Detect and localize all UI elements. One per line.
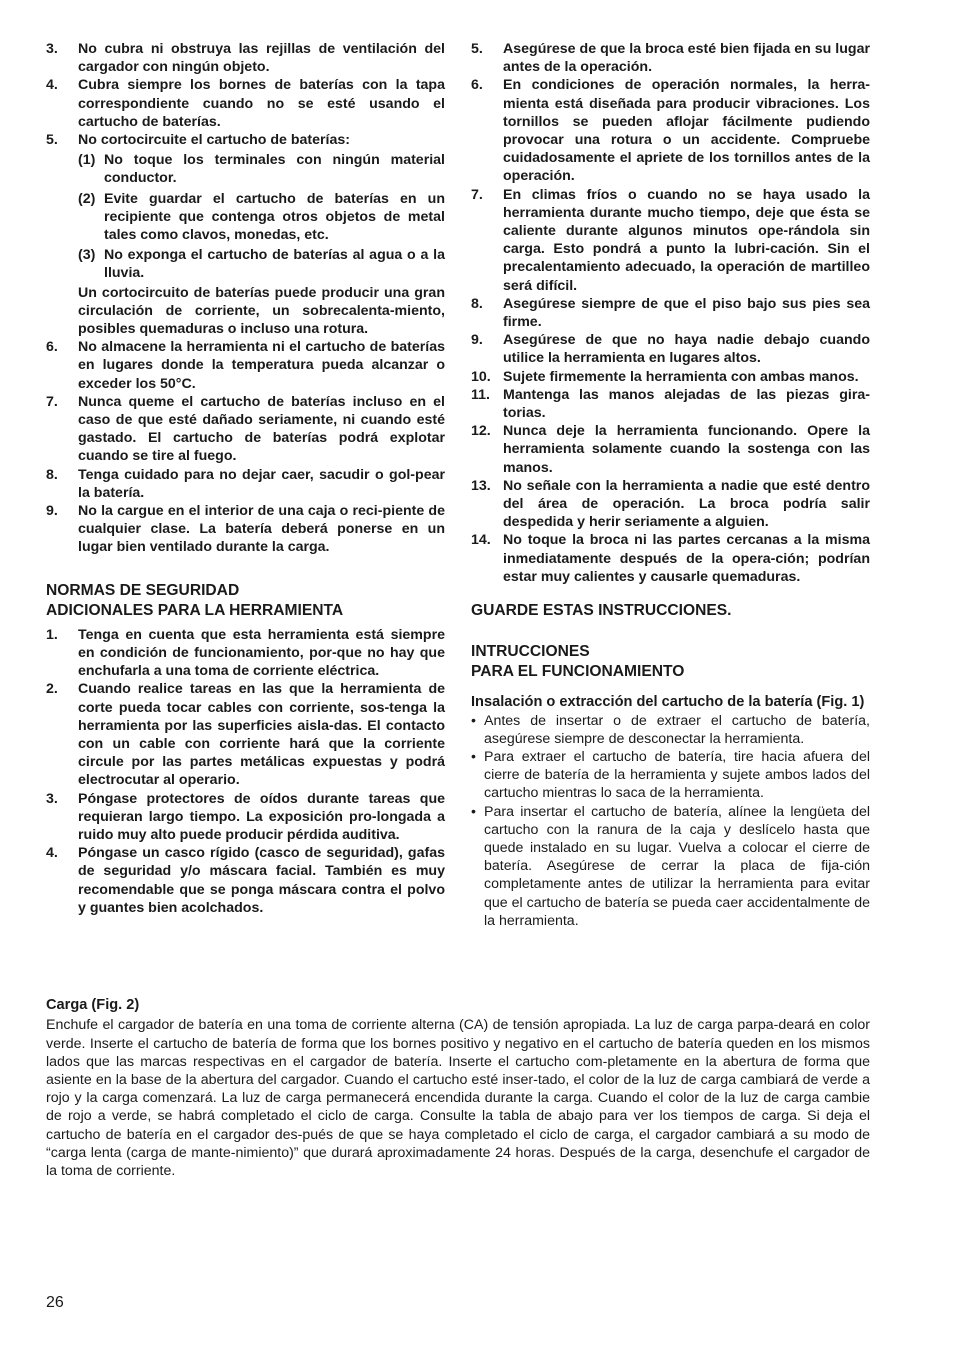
list-item: 12. Nunca deje la herramienta funcionando. Opere la herramienta solamente cuando la sostenga con las manos. — [471, 423, 870, 476]
list-item: 2. Cuando realice tareas en las que la herramienta de corte pueda tocar cables con corriente, sos-tenga la herramienta por las superficies aisla-das. El contacto con un cable con corriente hará que la corriente circule por las partes metálicas expuestas y podrá electrocutar al operario. — [46, 681, 445, 789]
charging-paragraph: Enchufe el cargador de batería en una toma de corriente alterna (CA) de tensión apropiada. La luz de carga parpa-deará en color verde. Inserte el cartucho de batería de forma que los bornes positivo y negativo en el cartucho de batería queden en los mismos lados que las marcas respectivas en el cargador de batería. Inserte el cartucho com-pletamente en la abertura de forma que asiente en la base de la abertura del cargador. Cuando el cartucho esté inser-tado, el color de la luz de carga cambiará de verde a rojo y la carga comenzará. La luz de carga permanecerá encendida durante la carga. Cuando el color de la luz de carga cambie de rojo a verde, se habrá completado el ciclo de carga. Consulte la tabla de abajo para ver los tiempos de carga. Si deja el cartucho de batería en el cargador des-pués de que se haya completado el ciclo de carga, el cargador cambiará a su modo de “carga lenta (carga de mante-nimiento)” que durará aproximadamente 24 horas. Después de la carga, desenchufe el cargador de la toma de corriente. — [46, 1017, 870, 1180]
list-item: 6. En condiciones de operación normales, la herra-mienta está diseñada para producir vibraciones. Los tornillos se pueden aflojar fácilmente pudiendo provocar una rotura o un accidente. Compruebe cuidadosamente el apriete de los tornillos antes de la operación. — [471, 77, 870, 185]
list-item: 13. No señale con la herramienta a nadie que esté dentro del área de operación. La broca podría salir despedida y herir seriamente a alguien. — [471, 477, 870, 531]
list-item: 4. Póngase un casco rígido (casco de seguridad), gafas de seguridad y/o máscara facial. También es muy recomendable que se ponga máscara contra el polvo y guantes bien acolchados. — [46, 845, 445, 916]
list-item: 4. Cubra siempre los bornes de baterías con la tapa correspondiente cuando no se esté usando el cartucho de baterías. — [46, 77, 445, 130]
section-heading-safety: NORMAS DE SEGURIDAD ADICIONALES PARA LA HERRAMIENTA — [46, 581, 344, 619]
sub-item: (3) No exponga el cartucho de baterías al agua o a la lluvia. — [78, 247, 445, 282]
charging-section — [46, 996, 870, 1180]
list-item: 7. Nunca queme el cartucho de baterías incluso en el caso de que esté dañado seriamente, ni cuando esté gastado. El cartucho de baterías podrá explotar cuando se tire al fuego. — [46, 393, 445, 465]
list-item: 11. Mantenga las manos alejadas de las piezas gira-torias. — [471, 386, 870, 422]
bullet-item: • Para extraer el cartucho de batería, tire hacia afuera del cierre de batería de la herramienta y sujete ambos lados del cartucho mientras lo saca de la herramienta. — [471, 748, 870, 802]
list-item: 14. No toque la broca ni las partes cercanas a la misma inmediatamente después de la opera-ción; podrían estar muy calientes y causarle quemaduras. — [471, 532, 870, 585]
page-number: 26 — [46, 1294, 64, 1311]
list-item: 9. Asegúrese de que no haya nadie debajo cuando utilice la herramienta en lugares altos. — [471, 332, 870, 367]
list-item-short-circuit: 5. No cortocircuite el cartucho de baterías: (1) No toque los terminales con ningún material conductor. (2) Evite guardar el cartucho de baterías en un recipiente que contenga otros objetos de metal tales como clavos, monedas, etc. (3) No exponga el cartucho de baterías al agua o a la lluvia. Un cortocircuito de baterías puede producir una gran circulación de corriente, un sobrecalenta-miento, posibles quemaduras o incluso una rotura. — [46, 132, 445, 338]
short-circuit-note: Un cortocircuito de baterías puede producir una gran circulación de corriente, un sobrecalenta-miento, posibles quemaduras o incluso una rotura. — [78, 284, 445, 338]
charging-heading: Carga (Fig. 2) — [46, 997, 140, 1013]
battery-install-heading: Insalación o extracción del cartucho de la batería (Fig. 1) — [471, 694, 865, 711]
list-item: 9. No la cargue en el interior de una caja o reci-piente de cualquier clase. La batería deberá ponerse en un lugar bien ventilado durante la carga. — [46, 503, 445, 556]
sub-item: (2) Evite guardar el cartucho de baterías en un recipiente que contenga otros objetos de metal tales como clavos, monedas, etc. — [78, 190, 445, 244]
list-item: 3. Póngase protectores de oídos durante tareas que requieran largo tiempo. La exposición pro-longada a ruido muy alto puede producir pérdida auditiva. — [46, 790, 445, 843]
bullet-item: • Antes de insertar o de extraer el cartucho de batería, asegúrese siempre de desconectar la herramienta. — [471, 712, 870, 747]
sub-item: (1) No toque los terminales con ningún material conductor. — [78, 152, 445, 187]
list-item: 5. Asegúrese de que la broca esté bien fijada en su lugar antes de la operación. — [471, 41, 870, 76]
left-column — [46, 40, 445, 917]
list-item: 8. Tenga cuidado para no dejar caer, sacudir o gol-pear la batería. — [46, 466, 445, 501]
list-item: 10. Sujete firmemente la herramienta con ambas manos. — [471, 368, 859, 385]
list-item: 3. No cubra ni obstruya las rejillas de ventilación del cargador con ningún objeto. — [46, 41, 445, 76]
list-item: 6. No almacene la herramienta ni el cartucho de baterías en lugares donde la temperatura pueda alcanzar o exceder los 50°C. — [46, 339, 445, 392]
bullet-item: • Para insertar el cartucho de batería, alínee la lengüeta del cartucho con la ranura de la caja y deslícelo hasta que quede instalado en su lugar. Vuelva a colocar el cierre de batería. Asegúrese de cerrar la placa de fija-ción completamente antes de utilizar la herramienta para evitar que el cartucho de batería se pueda caer accidentalmente de la herramienta. — [471, 803, 870, 929]
list-item: 1. Tenga en cuenta que esta herramienta está siempre en condición de funcionamiento, por-que no hay que enchufarla a una toma de corriente eléctrica. — [46, 626, 445, 680]
list-item: 8. Asegúrese siempre de que el piso bajo sus pies sea firme. — [471, 295, 870, 331]
right-column — [471, 40, 870, 930]
save-instructions-heading: GUARDE ESTAS INSTRUCCIONES. — [471, 602, 732, 620]
list-item: 7. En climas fríos o cuando no se haya usado la herramienta durante mucho tiempo, deje que ésta se caliente durante algunos minutos ope-rándola sin carga. Esto pondrá a punto la lubri-cación. Sin el precalentamiento adecuado, la operación de martilleo será difícil. — [471, 186, 870, 294]
section-heading-operation: INTRUCCIONES PARA EL FUNCIONAMIENTO — [471, 643, 685, 681]
